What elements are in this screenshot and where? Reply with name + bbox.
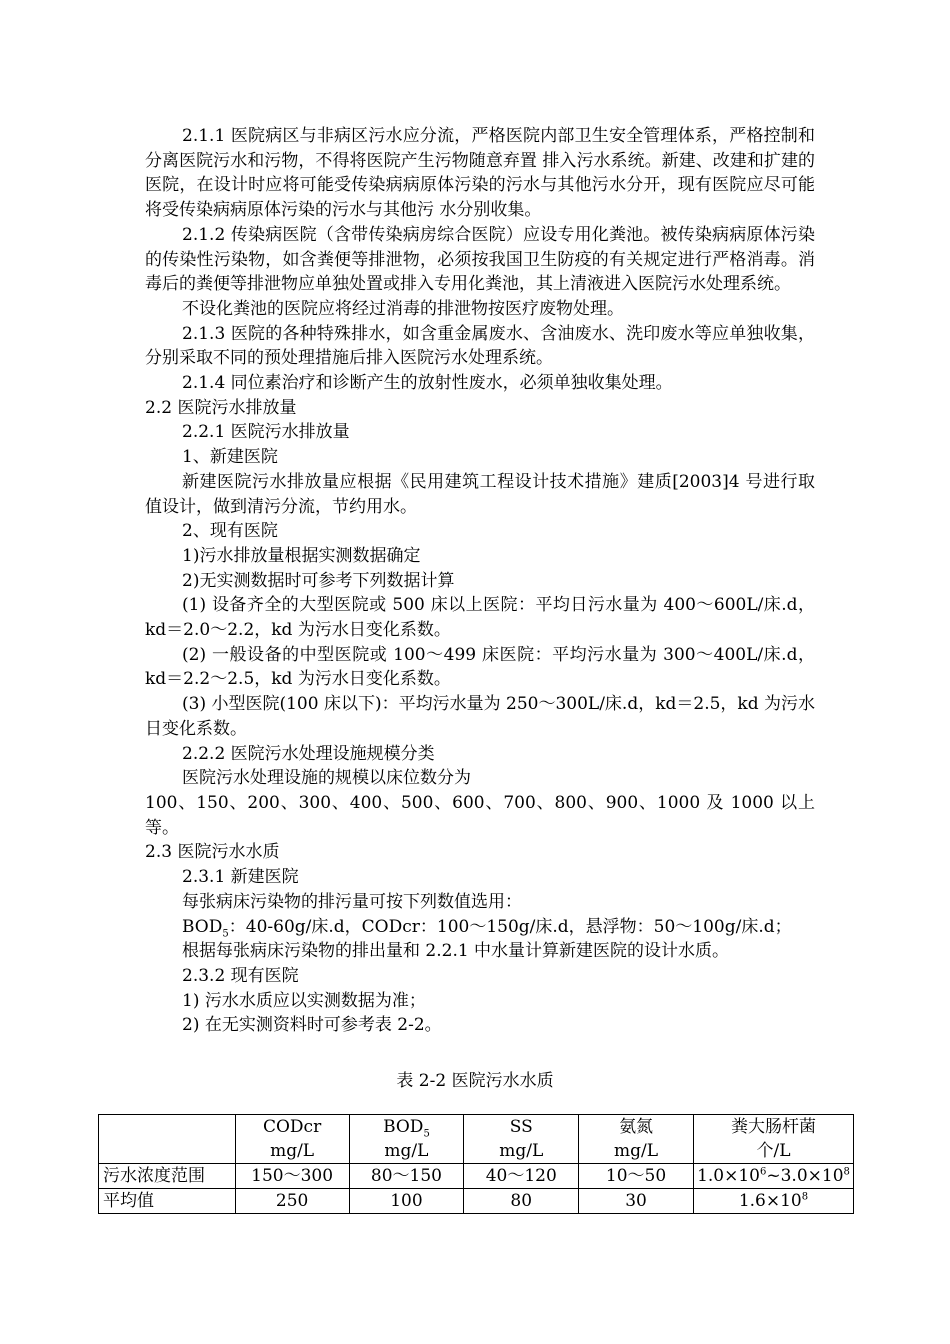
cell-ss: 80 bbox=[464, 1189, 579, 1214]
paragraph: 2.1.4 同位素治疗和诊断产生的放射性废水，必须单独收集处理。 bbox=[182, 373, 673, 394]
bod-line: $BOD_5$：40-60g/床.d，CODcr：100～150g/床.d，悬浮物：50～100g/床.d； bbox=[182, 916, 792, 939]
row-label: 平均值 bbox=[99, 1189, 236, 1214]
cell-bod: 100 bbox=[349, 1189, 464, 1214]
paragraph: 2.2 医院污水排放量 bbox=[145, 397, 297, 418]
paragraph: (1) 设备齐全的大型医院或 500 床以上医院：平均日污水量为 400～600L/床.d，kd＝2.0～2.2，kd 为污水日变化系数。 bbox=[145, 595, 815, 641]
header-codcr: CODcr mg/L bbox=[235, 1115, 349, 1164]
table-row-average bbox=[99, 1189, 854, 1214]
paragraph: 每张病床污染物的排污量可按下列数值选用： bbox=[182, 891, 522, 912]
paragraph: 2.1.2 传染病医院（含带传染病房综合医院）应设专用化粪池。被传染病病原体污染的传染性污染物，如含粪便等排泄物，必须按我国卫生防疫的有关规定进行严格消毒。消毒后的粪便等排泄物应单独处置或排入专用化粪池，其上清液进入医院污水处理系统。 bbox=[145, 224, 815, 295]
row-label: 污水浓度范围 bbox=[99, 1164, 236, 1189]
cell-coliform: $1.6\times 10^8$ bbox=[693, 1189, 853, 1214]
cell-codcr: 250 bbox=[235, 1189, 349, 1214]
header-coliform: 粪大肠杆菌 个/L bbox=[693, 1115, 853, 1164]
paragraph: 根据每张病床污染物的排出量和 2.2.1 中水量计算新建医院的设计水质。 bbox=[182, 941, 730, 962]
paragraph: 1)污水排放量根据实测数据确定 bbox=[182, 545, 421, 566]
body-text bbox=[145, 124, 815, 1038]
cell-ss: 40～120 bbox=[464, 1164, 579, 1189]
paragraph: 2.1.1 医院病区与非病区污水应分流，严格医院内部卫生安全管理体系，严格控制和分离医院污水和污物，不得将医院产生污物随意弃置 排入污水系统。新建、改建和扩建的医院，在设计时应将可能受传染病病原体污染的污水与其他污水分开，现有医院应尽可能将受传染病病原体污染的污水与其他污 水分别收集。 bbox=[145, 126, 815, 221]
paragraph: 100、150、200、300、400、500、600、700、800、900、1000 及 1000 以上等。 bbox=[145, 792, 815, 838]
table-header-row bbox=[99, 1115, 854, 1164]
paragraph: 2.2.1 医院污水排放量 bbox=[182, 422, 350, 443]
paragraph: 1) 污水水质应以实测数据为准； bbox=[182, 990, 426, 1011]
table-row-range bbox=[99, 1164, 854, 1189]
header-ammonia: 氨氮 mg/L bbox=[579, 1115, 694, 1164]
paragraph: 2) 在无实测资料时可参考表 2-2。 bbox=[182, 1015, 442, 1036]
paragraph: 2.2.2 医院污水处理设施规模分类 bbox=[182, 743, 435, 764]
paragraph: (2) 一般设备的中型医院或 100～499 床医院：平均污水量为 300～400L/床.d，kd＝2.2～2.5，kd 为污水日变化系数。 bbox=[145, 644, 815, 690]
paragraph: 2.3.1 新建医院 bbox=[182, 867, 299, 888]
paragraph: 2.3 医院污水水质 bbox=[145, 842, 280, 863]
paragraph: 医院污水处理设施的规模以床位数分为 bbox=[182, 768, 471, 789]
cell-coliform: $1.0\times 10^6\sim 3.0\times 10^8$ bbox=[693, 1164, 853, 1189]
cell-ammonia: 30 bbox=[579, 1189, 694, 1214]
paragraph: 2、现有医院 bbox=[182, 521, 278, 542]
header-ss: SS mg/L bbox=[464, 1115, 579, 1164]
table-caption: 表 2-2 医院污水水质 bbox=[396, 1071, 554, 1091]
paragraph: 新建医院污水排放量应根据《民用建筑工程设计技术措施》建质[2003]4 号进行取值设计，做到清污分流，节约用水。 bbox=[145, 471, 815, 517]
paragraph: 不设化粪池的医院应将经过消毒的排泄物按医疗废物处理。 bbox=[182, 298, 624, 319]
paragraph: 2.3.2 现有医院 bbox=[182, 965, 299, 986]
paragraph: (3) 小型医院(100 床以下)：平均污水量为 250～300L/床.d，kd＝2.5，kd 为污水日变化系数。 bbox=[145, 694, 816, 739]
cell-codcr: 150～300 bbox=[235, 1164, 349, 1189]
paragraph: 2)无实测数据时可参考下列数据计算 bbox=[182, 570, 455, 591]
cell-ammonia: 10～50 bbox=[579, 1164, 694, 1189]
cell-bod: 80～150 bbox=[349, 1164, 464, 1189]
paragraph: 1、新建医院 bbox=[182, 447, 278, 468]
header-empty-cell bbox=[99, 1115, 236, 1164]
paragraph: 2.1.3 医院的各种特殊排水，如含重金属废水、含油废水、洗印废水等应单独收集，分别采取不同的预处理措施后排入医院污水处理系统。 bbox=[145, 323, 815, 369]
header-bod: $BOD_5$ mg/L bbox=[349, 1115, 464, 1164]
water-quality-table bbox=[98, 1114, 854, 1214]
